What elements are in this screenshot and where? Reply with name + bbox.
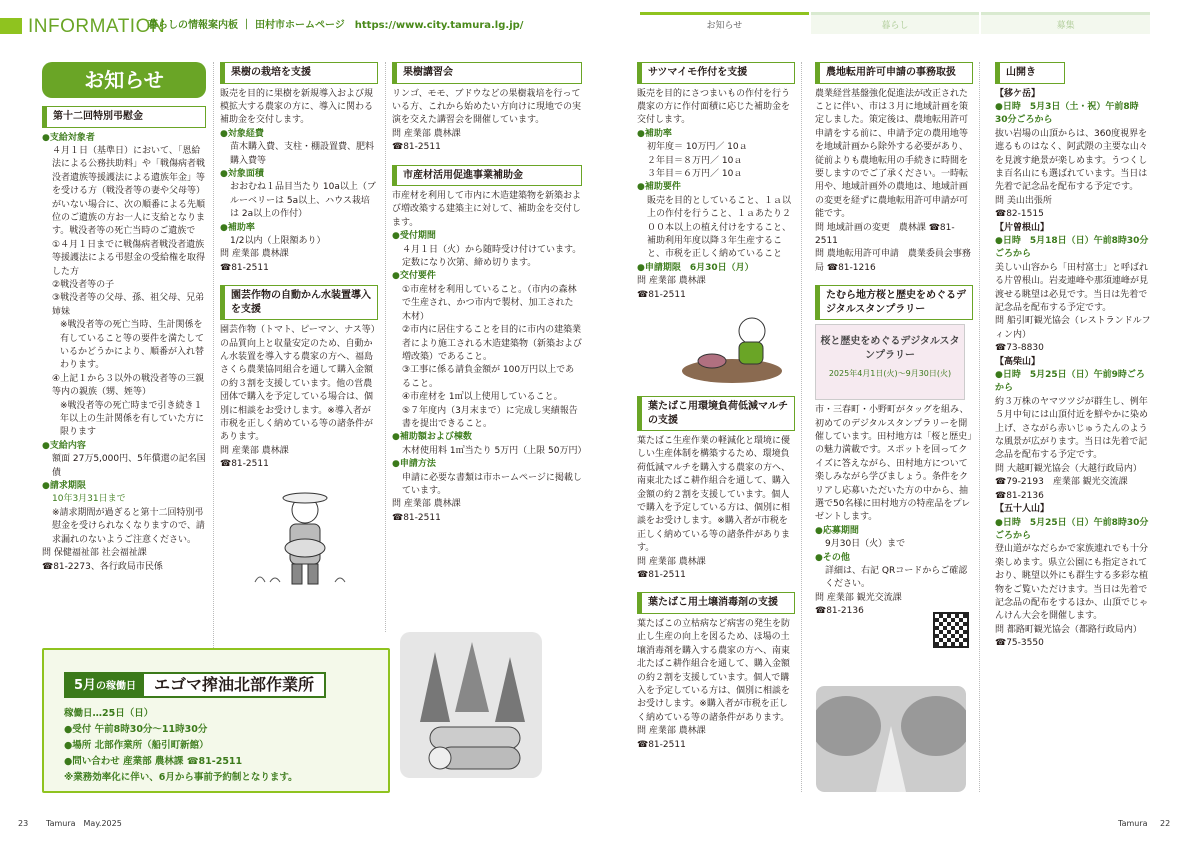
section-line: ● 対象経費 (220, 128, 378, 141)
section-tabs (640, 12, 1152, 34)
egoma-line: ●受付 午前8時30分～11時30分 (64, 724, 208, 735)
section-body (392, 88, 582, 155)
section-body (42, 132, 206, 574)
section-line: ２年目＝８万円／ 10ａ (647, 155, 743, 166)
section-line: ● 交付要件 (392, 270, 582, 283)
tab-osirase[interactable]: お知らせ (640, 12, 809, 34)
col-2 (220, 62, 378, 592)
egoma-line: ※業務効率化に伴い、6月から事前予約制となります。 (64, 772, 298, 783)
section-line: ②戦没者等の子 (52, 279, 115, 290)
egoma-body (64, 706, 364, 786)
footer-left-label: Tamura May.2025 (46, 819, 122, 828)
section-line: 登山道がなだらかで家族連れでも十分楽しめます。県立公園にも指定されており、眺望以外にも群生する多彩な植物をご覧いただけます。当日は先着で記念品の配布をするほか、山頂でじゃんけん大会を開催します。 (995, 544, 1149, 622)
section-line: 問 産業部 農林課 (637, 276, 706, 287)
section-title-soil: 葉たばこ用土壌消毒剤の支援 (637, 592, 795, 614)
poster-title: 桜と歴史をめぐるデジタルスタンプラリー (820, 336, 960, 362)
section-line: 美しい山容から「田村富士」と呼ばれる片曽根山。岩麦連峰や那須連峰が見渡せる眺望は必見です。当日は先着で記念品を配布する予定です。 (995, 262, 1149, 313)
section-line: ４月１日（火）から随時受け付けています。定数になり次第、締め切ります。 (402, 244, 582, 269)
section-line: 葉たばこ生産作業の軽減化と環境に優しい生産体制を構築するため、環境負荷低減マルチを購入する農家の方へ、南東北たばこ耕作組合を通して、購入金額の約２割を支援しています。個人で購入を予定している方は、個別に相談をお受けします。※購入者が市税を正しく納めている等の諸条件があります。 (637, 436, 791, 554)
section-line: ☎81-2136 (815, 606, 864, 617)
tab-kurashi[interactable]: 暮らし (811, 12, 980, 34)
section-line: 問 産業部 農林課 (637, 726, 706, 737)
section-body (220, 324, 378, 471)
section-title-kaju: 果樹の栽培を支援 (220, 62, 378, 84)
section-line: 問 産業部 農林課 (220, 249, 289, 260)
section-line: ● その他 (815, 552, 973, 565)
section-line: ※戦没者等の死亡当時、生計関係を有していること等の要件を満たしているかどうかにより、順番が入れ替わります。 (60, 320, 205, 371)
section-line: ①４月１日までに戦傷病者戦没者遺族等援護法による弔慰金の受給権を取得した方 (52, 239, 206, 277)
section-line: 問 産業部 農林課 (220, 445, 289, 456)
egoma-name: エゴマ搾油北部作業所 (154, 675, 315, 694)
section-line: 問 産業部 農林課 (637, 556, 706, 567)
section-line: 販売を目的としていること、１ａ以上の作付を行うこと、１ａあたり２００本以上の植え付けをすること、補助利用年度以降３年生産すること、市税を正しく納めていること (647, 195, 792, 260)
section-line: ４月１日（基準日）において、「恩給法による公務扶助料」や「戦傷病者戦没者遺族等援護法による遺族年金」等を受ける方（戦没者等の妻や父母等）がいない場合に、次の順番による先順位のご遺族の方お一人に支給となります。戦没者等の死亡当時のご遺族で (52, 145, 206, 237)
section-title-koshukai: 果樹講習会 (392, 62, 582, 84)
section-line: 抜い岩場の山頂からは、360度視界を遮るものはなく、阿武隈の主要な山々を見渡す絶景が楽しめます。うつくしま百名山にも選ばれています。当日は先着で記念品を配布する予定です。 (995, 128, 1148, 193)
footer-right-label: Tamura (1118, 819, 1148, 828)
section-title-mulch: 葉たばこ用環境負荷低減マルチの支援 (637, 396, 795, 431)
section-line: 園芸作物（トマト、ピーマン、ナス等）の品質向上と収量安定のため、自動かん水装置を導入する農家の方へ、福島さくら農業協同組合を通して購入金額の約３割を支援しています。他の営農団体で購入を予定している場合は、個別に相談をお受けします。※導入者が市税を正しく納めている等の諸条件があります。 (220, 325, 376, 443)
section-line: ☎81-2511 (392, 512, 441, 523)
poster-date: 2025年4月1日(火)～9月30日(火) (828, 368, 952, 378)
section-line: ②市内に居住することを目的に市内の建築業者により施工される木造建築物（新築および増改築）であること。 (402, 325, 583, 362)
section-line: 問 地域計画の変更 農林課 ☎81-2511 (815, 222, 955, 246)
section-line: ①市産材を利用していること。（市内の森林で生産され、かつ市内で製材、加工された木材） (402, 284, 577, 322)
section-line: ● 補助要件 (637, 181, 795, 194)
section-title-tokubetsu: 第十二回特別弔慰金 (42, 106, 206, 128)
section-line: ④市産材を 1㎥以上使用していること。 (402, 392, 563, 403)
section-line: 申請に必要な書類は市ホームページに掲載しています。 (402, 472, 582, 496)
section-line: ☎81-2511 (637, 289, 686, 300)
section-line: おおむね１品目当たり 10a以上（ブルーベリーは 5a以上、ハウス栽培は 2a以上の作付） (230, 182, 376, 220)
section-line: 約３万株のヤマツツジが群生し、例年５月中旬には山頂付近を鮮やかに染め上げ、さながら赤いじゅうたんのような風景が広がります。当日は先着で記念品を配布する予定です。 (995, 396, 1149, 461)
section-line: ● 日時 5月25日（日）午前9時ごろから (995, 369, 1151, 396)
section-line: ☎82-1515 (995, 209, 1044, 220)
section-line: 1/2以内（上限額あり） (230, 235, 326, 246)
section-line: ● 申請方法 (392, 458, 582, 471)
section-line: ● 日時 5月25日（日）午前8時30分ごろから (995, 517, 1151, 544)
col-5 (815, 62, 973, 619)
tab-boshu[interactable]: 募集 (981, 12, 1150, 34)
section-body (637, 618, 795, 752)
section-line: 問 産業部 農林課 (392, 128, 461, 139)
footer-left-page: 23 (18, 819, 29, 828)
section-line: ● 支給対象者 (42, 132, 206, 145)
page-title: INFORMATION (28, 16, 166, 37)
section-line: 農業経営基盤強化促進法が改正されたことに伴い、市は３月に地域計画を策定しました。策定後は、農地転用許可申請をする前に、申請予定の農用地等を地域計画から除外する必要があり、従前よりも農地転用の手続きに時間を要しますのでご了承ください。一時転用や、地域計画外の農地は、地域計画の変更を経ずに農地転用許可申請が可能です。 (815, 88, 969, 220)
section-line: 木材使用料 1㎥当たり 5万円（上限 50万円） (402, 445, 587, 456)
section-line: 詳細は、右記 QRコードからご確認ください。 (825, 566, 968, 590)
section-line: 問 船引町観光協会（レストランドルフィン内） (995, 316, 1151, 340)
section-line: ※請求期間が過ぎると第十二回特別弔慰金を受けられなくなりますので、請求漏れのないようご注意ください。 (52, 507, 205, 545)
section-line: 問 美山出張所 (995, 195, 1052, 206)
section-body (392, 190, 587, 525)
section-line: ☎81-2511 (220, 459, 269, 470)
section-line: ● 受付期間 (392, 230, 582, 243)
section-line: ● 日時 5月18日（日）午前8時30分ごろから (995, 235, 1151, 262)
section-body (637, 435, 795, 582)
egoma-line: ●問い合わせ 産業部 農林課 ☎81-2511 (64, 756, 243, 767)
tree-road-photo (816, 686, 966, 792)
section-line: 市・三春町・小野町がタッグを組み、初めてのデジタルスタンプラリーを開催しています。田村地方は「桜と歴史」の魅力満載です。スポットを回ってクイズに答えながら、田村地方について楽しみながら学びましょう。条件をクリアし応募いただいた方の中から、抽選で50名様に田村地方の特産品をプレゼントします。 (815, 405, 972, 523)
section-line: 問 大越町観光協会（大越行政局内）☎79-2193 産業部 観光交流課 ☎81-2136 (995, 463, 1142, 501)
section-line: ● 対象面積 (220, 168, 378, 181)
col-3 (392, 62, 587, 525)
section-line: 【移ケ岳】 (995, 88, 1041, 99)
egoma-line: ●場所 北部作業所（船引町新館） (64, 740, 209, 751)
section-line: ③工事に係る請負金額が 100万円以上であること。 (402, 365, 575, 389)
section-line: ☎81-2511 (637, 739, 686, 750)
section-body (815, 88, 973, 276)
section-title-engei: 園芸作物の自動かん水装置導入を支援 (220, 285, 378, 320)
section-line: ☎81-2511 (220, 262, 269, 273)
egoma-box-header (64, 672, 326, 698)
section-line: ☎81-2511 (392, 142, 441, 153)
section-line: ● 申請期限 6月30日（月） (637, 262, 795, 275)
header-accent-bar (0, 18, 22, 34)
col-1 (42, 62, 206, 574)
section-line: 初年度＝ 10万円／ 10ａ (647, 142, 748, 153)
section-line: 販売を目的にさつまいもの作付を行う農家の方に作付面積に応じた補助金を交付します。 (637, 88, 791, 126)
section-line: ④上記１から３以外の戦没者等の三親等内の親族（甥、姪等） (52, 373, 205, 398)
section-line: ● 日時 5月3日（土・祝）午前8時30分ごろから (995, 101, 1151, 128)
section-body (637, 88, 795, 303)
section-line: 【五十人山】 (995, 504, 1050, 515)
section-line: 問 産業部 農林課 (392, 499, 461, 510)
section-line: ☎81-2273、各行政局市民係 (42, 561, 163, 572)
section-line: 市産材を利用して市内に木造建築物を新築および増改築する建築主に対して、補助金を交付します。 (392, 191, 582, 228)
section-title-satsumaimo: サツマイモ作付を支援 (637, 62, 795, 84)
section-line: ③戦没者等の父母、孫、祖父母、兄弟姉妹 (52, 293, 205, 317)
page-subtitle: 暮らしの情報案内板 ｜ 田村市ホームページ https://www.city.tamura.lg.jp/ (148, 20, 524, 31)
section-line: 問 産業部 観光交流課 (815, 592, 902, 603)
section-line: ３年目＝６万円／ 10ａ (647, 168, 743, 179)
section-line: 9月30日（火）まで (825, 539, 906, 550)
section-line: ● 補助率 (637, 128, 795, 141)
section-line: ☎75-3550 (995, 638, 1044, 649)
section-line: ⑤７年度内（3月末まで）に完成し実績報告書を提出できること。 (402, 405, 578, 429)
section-line: 10年3月31日まで (52, 494, 126, 505)
section-line: ● 補助額および棟数 (392, 431, 582, 444)
egoma-month: 5月 (74, 678, 97, 693)
col-6 (995, 62, 1151, 651)
farmer-illustration (250, 482, 360, 592)
section-body (815, 404, 973, 619)
section-title-stamp-rally: たむら地方桜と歴史をめぐるデジタルスタンプラリー (815, 285, 973, 320)
section-line: 問 都路町観光協会（都路行政局内） (995, 624, 1142, 635)
section-line: ● 請求期限 (42, 480, 206, 493)
section-title-yamabiraki: 山開き (995, 62, 1065, 84)
section-line: 【高柴山】 (995, 356, 1041, 367)
section-line: 販売を目的に果樹を新規導入および規模拡大する農家の方に、導入に関わる補助金を交付します。 (220, 88, 374, 126)
section-line: ☎73-8830 (995, 343, 1044, 354)
section-line: ● 補助率 (220, 222, 378, 235)
section-title-shisanzai: 市産材活用促進事業補助金 (392, 165, 582, 187)
section-line: 【片曽根山】 (995, 222, 1050, 233)
egoma-line: 稼働日…25日（日） (64, 708, 154, 719)
col-4 (637, 62, 795, 752)
section-line: ※戦没者等の死亡時まで引き続き１年以上の生計関係を有していた方に限ります (60, 400, 205, 438)
footer-right-page: 22 (1160, 819, 1171, 828)
section-line: 問 保健福祉部 社会福祉課 (42, 548, 147, 559)
section-line: ☎81-2511 (637, 570, 686, 581)
section-line: 葉たばこの立枯病など病害の発生を防止し生産の向上を図るため、ほ場の土壌消毒剤を購入する農家の方へ、南東北たばこ耕作組合を通して、購入金額の約２割を支援しています。個人で購入を予定している方は、個別に相談をお受けします。※購入者が市税を正しく納めている等の諸条件があります。 (637, 618, 791, 723)
sweet-potato-illustration (677, 306, 787, 386)
egoma-suffix: の稼働日 (96, 681, 137, 692)
section-line: ● 支給内容 (42, 440, 206, 453)
qr-code[interactable] (933, 612, 969, 648)
section-title-nochi: 農地転用許可申請の事務取扱 (815, 62, 973, 84)
section-line: 苗木購入費、支柱・棚設置費、肥料購入費等 (230, 142, 375, 166)
section-line: 額面 27万5,000円、5年償還の記名国債 (52, 454, 206, 478)
osirase-banner: お知らせ (42, 62, 206, 98)
section-line: ● 応募期間 (815, 525, 973, 538)
section-body (220, 88, 378, 276)
section-body (995, 88, 1151, 651)
logs-illustration (400, 632, 542, 778)
stamp-rally-poster (815, 324, 965, 400)
section-line: 問 農地転用許可申請 農業委員会事務局 ☎81-1216 (815, 249, 971, 273)
section-line: リンゴ、モモ、ブドウなどの果樹栽培を行っている方、これから始めたい方向けに現地での実演を交えた講習会を開催しています。 (392, 88, 582, 126)
